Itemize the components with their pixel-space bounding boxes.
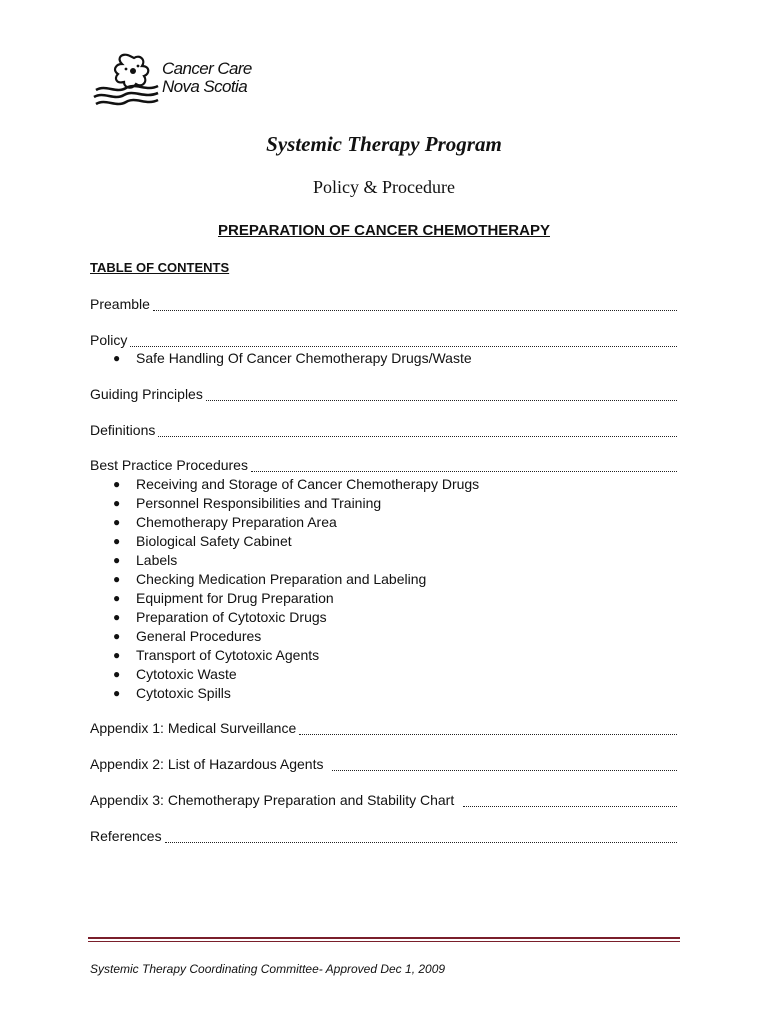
list-item-label: Cytotoxic Spills xyxy=(136,685,231,701)
list-item-label: Receiving and Storage of Cancer Chemotherapy Drugs xyxy=(136,476,480,492)
list-item-label: Preparation of Cytotoxic Drugs xyxy=(136,609,327,625)
bullet-icon: ● xyxy=(113,477,121,491)
toc-entry-appendix-3[interactable] xyxy=(90,791,677,809)
list-item-label: Transport of Cytotoxic Agents xyxy=(136,647,320,663)
footer-text: Systemic Therapy Coordinating Committee- Approved Dec 1, 2009 xyxy=(90,962,446,976)
document-heading: PREPARATION OF CANCER CHEMOTHERAPY xyxy=(218,222,550,239)
toc-label: Appendix 1: Medical Surveillance xyxy=(90,720,297,736)
toc-label: Appendix 3: Chemotherapy Preparation and Stability Chart xyxy=(90,792,455,808)
toc-entry-policy[interactable] xyxy=(90,331,677,349)
toc-label: Definitions xyxy=(90,422,156,438)
bullet-icon: ● xyxy=(113,686,121,700)
list-item[interactable] xyxy=(113,608,479,627)
list-item-label: General Procedures xyxy=(136,628,262,644)
bullet-icon: ● xyxy=(113,610,121,624)
dot-leader xyxy=(251,470,677,472)
dot-leader xyxy=(158,435,677,437)
bullet-icon: ● xyxy=(113,648,121,662)
dot-leader xyxy=(206,399,677,401)
logo xyxy=(92,48,272,110)
list-item[interactable] xyxy=(113,349,472,368)
toc-entry-appendix-2[interactable] xyxy=(90,755,677,773)
list-item-label: Biological Safety Cabinet xyxy=(136,533,292,549)
toc-label: Preamble xyxy=(90,296,150,312)
list-item[interactable] xyxy=(113,589,479,608)
dot-leader xyxy=(299,733,677,735)
dot-leader xyxy=(463,805,677,807)
footer-divider xyxy=(88,937,680,939)
page-subtitle: Policy & Procedure xyxy=(313,177,455,197)
toc-entry-best-practice[interactable] xyxy=(90,456,677,474)
toc-entry-guiding-principles[interactable] xyxy=(90,385,677,403)
list-item-label: Checking Medication Preparation and Labeling xyxy=(136,571,427,587)
toc-entry-preamble[interactable] xyxy=(90,295,677,313)
list-item[interactable] xyxy=(113,570,479,589)
bullet-icon: ● xyxy=(113,629,121,643)
list-item-label: Safe Handling Of Cancer Chemotherapy Drugs/Waste xyxy=(136,350,472,366)
list-item[interactable] xyxy=(113,646,479,665)
list-item-label: Personnel Responsibilities and Training xyxy=(136,495,382,511)
footer-divider-thin xyxy=(88,941,680,942)
list-item-label: Cytotoxic Waste xyxy=(136,666,237,682)
toc-heading: TABLE OF CONTENTS xyxy=(90,260,230,275)
list-item[interactable] xyxy=(113,475,479,494)
logo-line-2: Nova Scotia xyxy=(162,77,248,96)
policy-sublist xyxy=(113,349,472,368)
list-item-label: Labels xyxy=(136,552,178,568)
list-item[interactable] xyxy=(113,513,479,532)
toc-label: Best Practice Procedures xyxy=(90,457,248,473)
list-item[interactable] xyxy=(113,551,479,570)
toc-entry-definitions[interactable] xyxy=(90,421,677,439)
list-item[interactable] xyxy=(113,665,479,684)
toc-label: References xyxy=(90,828,162,844)
list-item-label: Equipment for Drug Preparation xyxy=(136,590,334,606)
list-item[interactable] xyxy=(113,494,479,513)
list-item[interactable] xyxy=(113,532,479,551)
best-practice-sublist xyxy=(113,475,479,703)
list-item[interactable] xyxy=(113,684,479,703)
dot-leader xyxy=(165,841,677,843)
logo-line-1: Cancer Care xyxy=(162,59,252,78)
toc-entry-appendix-1[interactable] xyxy=(90,719,677,737)
toc-label: Appendix 2: List of Hazardous Agents xyxy=(90,756,324,772)
dot-leader xyxy=(153,309,677,311)
bullet-icon: ● xyxy=(113,667,121,681)
list-item[interactable] xyxy=(113,627,479,646)
toc-label: Guiding Principles xyxy=(90,386,203,402)
toc-label: Policy xyxy=(90,332,128,348)
toc-entry-references[interactable] xyxy=(90,827,677,845)
logo-text xyxy=(162,60,252,96)
bullet-icon: ● xyxy=(113,496,121,510)
bullet-icon: ● xyxy=(113,351,121,365)
bullet-icon: ● xyxy=(113,572,121,586)
bullet-icon: ● xyxy=(113,534,121,548)
list-item-label: Chemotherapy Preparation Area xyxy=(136,514,337,530)
dot-leader xyxy=(332,769,677,771)
cancer-care-flower-icon xyxy=(92,48,162,110)
dot-leader xyxy=(130,345,677,347)
bullet-icon: ● xyxy=(113,553,121,567)
bullet-icon: ● xyxy=(113,515,121,529)
bullet-icon: ● xyxy=(113,591,121,605)
page-title: Systemic Therapy Program xyxy=(266,132,502,156)
